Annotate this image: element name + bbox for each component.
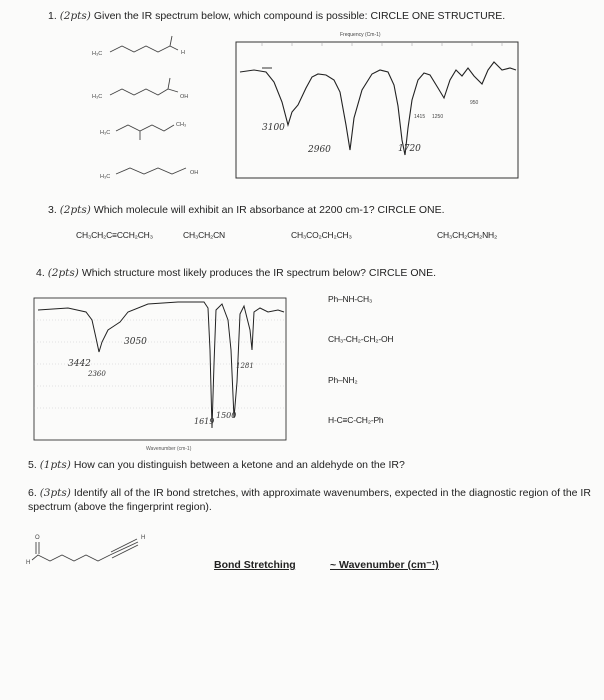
q6-text: Identify all of the IR bond stretches, with approximate wavenumbers, expected in the diagnostic region of the IR spectrum (above the fingerprint region). — [28, 487, 591, 513]
q4-anno-2360: 2360 — [88, 370, 106, 378]
q6-oxygen: O — [35, 535, 40, 541]
q1-b-left: H₃C — [92, 94, 103, 100]
q1-d-right: OH — [190, 170, 199, 176]
q1-points: (2pts) — [59, 10, 91, 22]
q4-anno-1281: 1281 — [236, 362, 254, 370]
q1-spectrum-frame — [236, 42, 518, 178]
q1-d-left: H₃C — [100, 174, 111, 180]
q5-text: How can you distinguish between a ketone and an aldehyde on the IR? — [73, 459, 405, 471]
q1-ir-spectrum — [232, 30, 522, 180]
q1-anno-1415: 1415 — [414, 114, 426, 120]
q4-spectrum-footer: Wavenumber (cm-1) — [146, 446, 192, 452]
q4-anno-3442: 3442 — [68, 359, 91, 369]
q6-molecule — [26, 528, 166, 574]
q5-points: (1pts) — [39, 459, 71, 471]
q1-structure-c[interactable] — [100, 122, 186, 140]
q1-c-left: H₃C — [100, 130, 111, 136]
q1-b-right: OH — [180, 94, 189, 100]
q1-anno-950: 950 — [470, 100, 479, 106]
q1-number: 1. — [48, 10, 57, 22]
q4-anno-1619: 1619 — [194, 417, 215, 426]
q1-anno-1720: 1720 — [398, 144, 421, 154]
q1-c-right: CH₃ — [176, 122, 187, 128]
q5-prompt — [28, 458, 405, 472]
q6-number: 6. — [28, 487, 37, 499]
q6-h-right: H — [141, 535, 146, 541]
q4-points: (2pts) — [47, 267, 79, 279]
q3-option-2[interactable]: CH₃CH₂CN — [183, 230, 225, 240]
q1-a-left: H₃C — [92, 51, 103, 57]
q4-anno-3050: 3050 — [124, 337, 147, 347]
q1-structure-d[interactable] — [100, 168, 198, 180]
q6-points: (3pts) — [39, 487, 71, 499]
q4-option-2[interactable]: CH₃-CH₂-CH₂-OH — [328, 334, 394, 344]
q4-option-3[interactable]: Ph–NH₂ — [328, 375, 358, 385]
q5-number: 5. — [28, 459, 37, 471]
q3-option-1[interactable]: CH₃CH₂C≡CCH₂CH₃ — [76, 230, 153, 240]
q4-text: Which structure most likely produces the IR spectrum below? CIRCLE ONE. — [81, 267, 437, 279]
q3-points: (2pts) — [59, 204, 91, 216]
q3-option-4[interactable]: CH₃CH₂CH₂NH₂ — [437, 230, 498, 240]
q1-structure-b[interactable] — [92, 78, 188, 100]
q1-anno-2960: 2960 — [308, 145, 331, 155]
q6-col-bond: Bond Stretching — [214, 559, 296, 571]
q3-prompt — [48, 203, 445, 217]
q1-text: Given the IR spectrum below, which compound is possible: CIRCLE ONE STRUCTURE. — [93, 10, 506, 22]
q4-option-4[interactable]: H-C≡C-CH₂-Ph — [328, 415, 384, 425]
q1-spectrum-header: Frequency (Cm-1) — [340, 32, 381, 38]
q6-prompt — [28, 486, 598, 514]
q1-prompt — [48, 9, 505, 23]
q3-option-3[interactable]: CH₃CO₂CH₂CH₃ — [291, 230, 352, 240]
q3-text: Which molecule will exhibit an IR absorbance at 2200 cm-1? CIRCLE ONE. — [93, 204, 445, 216]
q4-anno-1500: 1500 — [216, 411, 237, 420]
q4-number: 4. — [36, 267, 45, 279]
q1-structure-a[interactable] — [92, 36, 185, 57]
q1-spectrum-trace — [240, 62, 516, 155]
q1-a-right: H — [181, 50, 185, 56]
q1-structures — [90, 28, 220, 188]
q4-ir-spectrum — [28, 290, 290, 452]
q1-anno-1250: 1250 — [432, 114, 444, 120]
q6-h-left: H — [26, 560, 31, 566]
q3-number: 3. — [48, 204, 57, 216]
q6-col-wave: ~ Wavenumber (cm⁻¹) — [330, 559, 439, 571]
q1-anno-3100: 3100 — [262, 123, 285, 133]
q4-prompt — [36, 266, 436, 280]
q4-option-1[interactable]: Ph–NH-CH₃ — [328, 294, 373, 304]
